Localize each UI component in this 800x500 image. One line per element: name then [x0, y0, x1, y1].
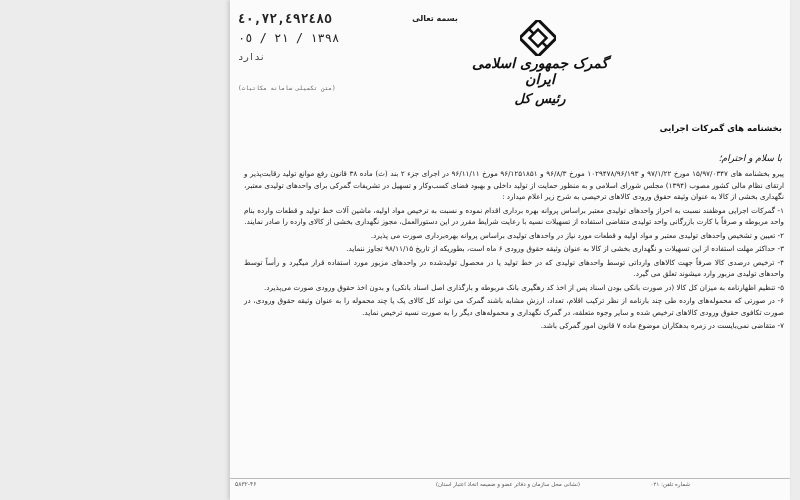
- document-date: ١٣٩٨ / ٢١ / ٠٥: [238, 31, 340, 45]
- customs-logo-icon: [520, 20, 556, 56]
- organization-block: [470, 56, 610, 107]
- footer-phone: شماره تلفن: ۰۲۱: [650, 482, 690, 488]
- document-attachment: ندارد: [238, 53, 266, 63]
- recipient-line: بخشنامه های گمرکات اجرایی: [659, 124, 782, 134]
- footer-divider: [230, 478, 790, 479]
- body-item-1: ۱- گمرکات اجرایی موظفند نسبت به احراز واحدهای تولیدی معتبر براساس پروانه بهره برداری اقدام نموده و نسبت به ترخیص مواد اولیه، ماشین آلات خط تولید و قطعات وارده بنام واحد مربوطه و صرفاً با کارت بازرگانی واحد تولیدی متقاضی استفاده از تسهیلات نسیه با رعایت شرایط مقرر در این دستورالعمل، مجوز نگهداری بخشی از کالای وارده را صادر نمایند.: [244, 205, 784, 226]
- letter-footer: [230, 478, 790, 492]
- body-item-4: ۴- ترخیص درصدی کالا صرفاً جهت کالاهای وارداتی توسط واحدهای تولیدی که در خط تولید یا در محصول تولیدشده در واحدهای مزبور مورد استفاده قرار میگیرد و رأساً توسط واحدهای تولیدی مزبور وارد میشوند تعلق می گیرد.: [244, 257, 784, 278]
- body-item-2: ۲- تعیین و تشخیص واحدهای تولیدی معتبر و مواد اولیه و قطعات مورد نیاز در واحدهای تولیدی براساس پروانه بهره‌برداری صورت می پذیرد.: [370, 230, 784, 240]
- footer-address: (نشانی محل سازمان و دفاتر عضو و ضمیمه اتخاذ اعتبار استان): [435, 482, 580, 488]
- body-item-6: ۶- در صورتی که محموله‌های وارده طی چند بارنامه از نظر ترکیب اقلام، تعداد، ارزش مشابه باشند گمرک می تواند کل کالای یک یا چند محموله را به عنوان وثیقه حقوق ورودی، در صورت تکافوی حقوق ورودی کالاهای ترخیص شده و سایر وجوه متعلقه، در گمرک نگهداری و محموله‌های دیگر را به صورت نسیه ترخیص نماید.: [244, 296, 784, 317]
- body-item-7: ۷- متقاضی نمی‌بایست در زمره بدهکاران موضوع ماده ۷ قانون امور گمرکی باشد.: [540, 321, 784, 330]
- salutation: با سلام و احترام؛: [718, 154, 782, 164]
- organization-title: رئیس کل: [514, 92, 566, 107]
- organization-name: گمرک جمهوری اسلامی ایران: [471, 56, 609, 88]
- body-item-5: ۵- تنظیم اظهارنامه به میزان کل کالا (در صورت بانکی بودن اسناد پس از اخذ کد رهگیری بانک مربوطه و بارگذاری اصل اسناد بانکی) و بدون اخذ حقوق ورودی صورت می‌پذیرد.: [264, 282, 784, 292]
- letter-header-meta: [238, 12, 339, 92]
- footer-code: ۵۸۳۲-۴۶: [235, 481, 257, 488]
- document-small-note: (متن تکمیلی سامانه مکاتبات): [238, 85, 336, 92]
- letter-body: [244, 168, 784, 334]
- bismillah-heading: بسمه تعالی: [412, 14, 458, 23]
- body-intro: پیرو بخشنامه های ۱۵/۹۷/۰۳۴۷ مورخ ۹۷/۱/۲۲ و ۱۰۲۹۴۷۸/۹۶/۱۹۳ مورخ ۹۶/۸/۳ و ۹۶/۱۲۵۱۸۵۱ مورخ ۹۶/۱۱/۱۱ در اجرای جزء ۲ بند (ث) ماده ۳۸ قانون رفع موانع تولید رقابت‌پذیر و ارتقای نظام مالی کشور مصوب (۱۳۹۴) مجلس شورای اسلامی و به منظور حمایت از تولید داخلی و بهبود فضای کسب‌وکار و تسهیل در تشریفات گمرکی برای واحدهای تولیدی معتبر، نگهداری بخشی از کالا به عنوان وثیقه حقوق ورودی کالاهای ترخیصی به شرح زیر اعلام میدارد :: [244, 169, 784, 201]
- document-number: ٤٠,٧٢,٤٩٢٤٨٥: [238, 12, 332, 27]
- body-item-3: ۳- حداکثر مهلت استفاده از این تسهیلات و نگهداری بخشی از کالا به عنوان وثیقه حقوق ورودی ۶ ماه است، بطوریکه از تاریخ ۹۸/۱۱/۱۵ تجاوز ننماید.: [346, 244, 784, 253]
- letter-page: [230, 0, 790, 500]
